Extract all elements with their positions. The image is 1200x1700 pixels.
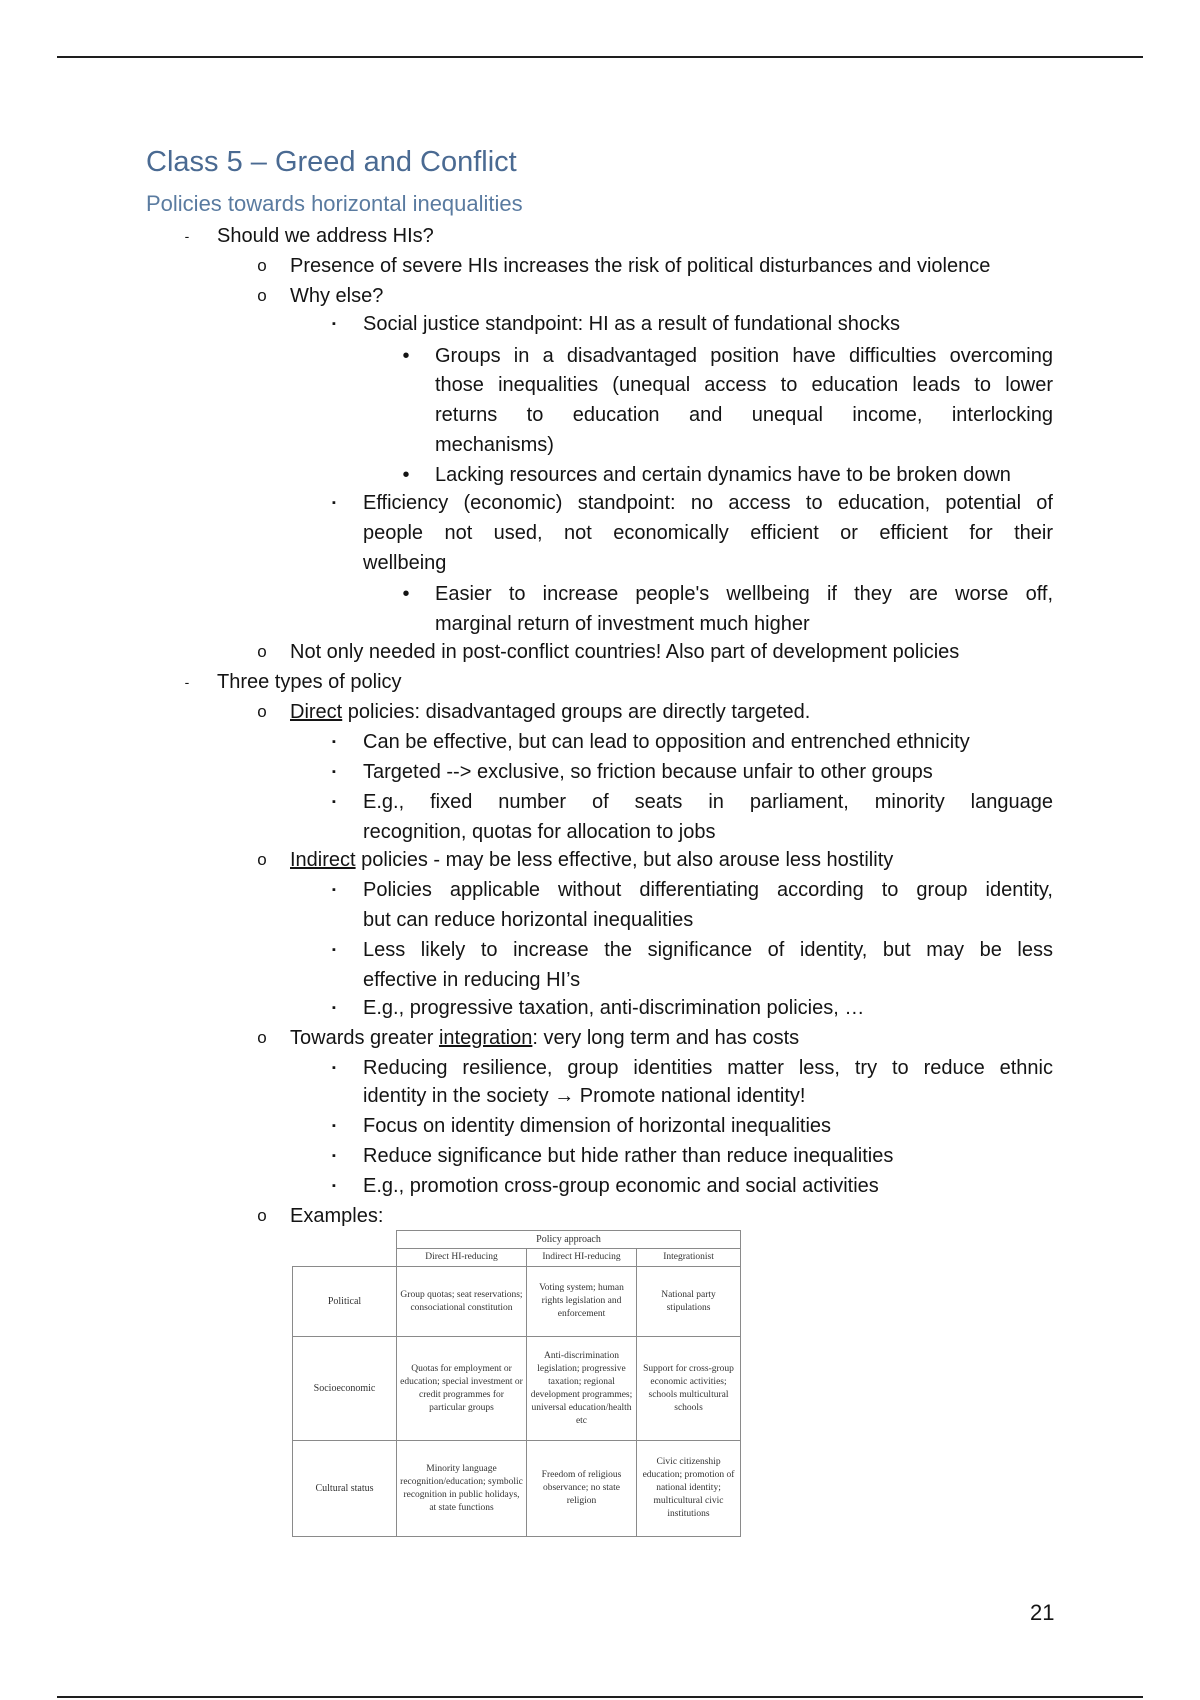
table-cell: Anti-discrimination legislation; progressive taxation; regional development programmes; universal education/health etc	[527, 1337, 637, 1441]
square-bullet: ▪	[332, 318, 336, 330]
circle-bullet: o	[257, 642, 267, 661]
table-col-header: Integrationist	[637, 1249, 741, 1267]
table-cell: Group quotas; seat reservations; consociational constitution	[397, 1267, 527, 1337]
list-item-continued: mechanisms)	[435, 434, 554, 456]
square-bullet: ▪	[332, 796, 336, 808]
circle-bullet: o	[257, 286, 267, 305]
list-item-text: : very long term and has costs	[532, 1027, 800, 1049]
square-bullet: ▪	[332, 1120, 336, 1132]
table-cell: Civic citizenship education; promotion of national identity; multicultural civic institutions	[637, 1441, 741, 1537]
list-item: Targeted --> exclusive, so friction because unfair to other groups	[363, 761, 933, 783]
square-bullet: ▪	[332, 1002, 336, 1014]
list-item	[290, 697, 810, 727]
circle-bullet: o	[257, 850, 267, 869]
list-item: E.g., fixed number of seats in parliament, minority language	[363, 791, 1053, 813]
header-rule	[57, 56, 1143, 58]
list-item: Social justice standpoint: HI as a result of fundational shocks	[363, 313, 900, 335]
list-item: Efficiency (economic) standpoint: no access to education, potential of	[363, 492, 1053, 514]
list-item: Lacking resources and certain dynamics have to be broken down	[435, 464, 1011, 486]
square-bullet: ▪	[332, 944, 336, 956]
list-item: Reducing resilience, group identities matter less, try to reduce ethnic	[363, 1057, 1053, 1079]
list-item: Focus on identity dimension of horizontal inequalities	[363, 1115, 832, 1137]
table-cell: Quotas for employment or education; special investment or credit programmes for particular groups	[397, 1337, 527, 1441]
list-item-text: Towards greater	[290, 1027, 439, 1049]
list-item: Not only needed in post-conflict countries! Also part of development policies	[290, 641, 960, 663]
table-row-header: Socioeconomic	[293, 1337, 397, 1441]
table-col-header: Indirect HI-reducing	[527, 1249, 637, 1267]
list-item-continued: wellbeing	[363, 552, 447, 574]
table-span-header: Policy approach	[397, 1231, 741, 1249]
list-item-continued: identity in the society → Promote national identity!	[363, 1085, 806, 1107]
square-bullet: ▪	[332, 766, 336, 778]
dash-bullet: -	[184, 674, 190, 690]
list-item-continued: effective in reducing HI’s	[363, 969, 581, 991]
list-item: Examples:	[290, 1205, 384, 1227]
underlined-term: Indirect	[290, 849, 356, 871]
list-item: Groups in a disadvantaged position have difficulties overcoming	[435, 345, 1053, 367]
dash-bullet: -	[184, 228, 190, 244]
table-cell: Voting system; human rights legislation and enforcement	[527, 1267, 637, 1337]
table-cell: National party stipulations	[637, 1267, 741, 1337]
list-item-text: policies: disadvantaged groups are directly targeted.	[342, 701, 811, 723]
list-item: Three types of policy	[217, 671, 402, 693]
list-item: Should we address HIs?	[217, 225, 434, 247]
underlined-term: Direct	[290, 701, 343, 723]
table-cell: Minority language recognition/education; symbolic recognition in public holidays, at state functions	[397, 1441, 527, 1537]
list-item-continued: recognition, quotas for allocation to jobs	[363, 821, 716, 843]
circle-bullet: o	[257, 702, 267, 721]
list-item-text: policies - may be less effective, but also arouse less hostility	[355, 849, 894, 871]
table-row-header: Cultural status	[293, 1441, 397, 1537]
list-item	[290, 1023, 799, 1053]
underlined-term: integration	[438, 1027, 533, 1049]
list-item: Presence of severe HIs increases the risk of political disturbances and violence	[290, 255, 991, 277]
list-item-continued: people not used, not economically efficient or efficient for their	[363, 522, 1053, 544]
footer-rule	[57, 1696, 1143, 1698]
list-item: Reduce significance but hide rather than reduce inequalities	[363, 1145, 894, 1167]
table-row-header: Political	[293, 1267, 397, 1337]
square-bullet: ▪	[332, 497, 336, 509]
policy-approach-table	[292, 1230, 741, 1537]
square-bullet: ▪	[332, 884, 336, 896]
list-item: Easier to increase people's wellbeing if they are worse off,	[435, 583, 1053, 605]
table-cell: Support for cross-group economic activities; schools multicultural schools	[637, 1337, 741, 1441]
section-heading: Policies towards horizontal inequalities	[146, 191, 523, 216]
dot-bullet: •	[402, 345, 410, 367]
square-bullet: ▪	[332, 1150, 336, 1162]
circle-bullet: o	[257, 256, 267, 275]
list-item: E.g., promotion cross-group economic and social activities	[363, 1175, 879, 1197]
circle-bullet: o	[257, 1206, 267, 1225]
list-item-continued: returns to education and unequal income, interlocking	[435, 404, 1053, 426]
table-corner	[293, 1231, 397, 1249]
page-number: 21	[1030, 1600, 1055, 1625]
circle-bullet: o	[257, 1028, 267, 1047]
list-item-continued: marginal return of investment much higher	[435, 613, 810, 635]
page-title: Class 5 – Greed and Conflict	[146, 146, 517, 178]
list-item: Why else?	[290, 285, 384, 307]
list-item-continued: those inequalities (unequal access to education leads to lower	[435, 374, 1053, 396]
table-corner	[293, 1249, 397, 1267]
list-item: E.g., progressive taxation, anti-discrimination policies, …	[363, 997, 865, 1019]
square-bullet: ▪	[332, 736, 336, 748]
square-bullet: ▪	[332, 1180, 336, 1192]
list-item	[290, 845, 893, 875]
dot-bullet: •	[402, 583, 410, 605]
list-item-continued: but can reduce horizontal inequalities	[363, 909, 694, 931]
table-cell: Freedom of religious observance; no state religion	[527, 1441, 637, 1537]
list-item: Less likely to increase the significance of identity, but may be less	[363, 939, 1053, 961]
list-item: Can be effective, but can lead to opposition and entrenched ethnicity	[363, 731, 970, 753]
table-col-header: Direct HI-reducing	[397, 1249, 527, 1267]
dot-bullet: •	[402, 464, 410, 486]
square-bullet: ▪	[332, 1062, 336, 1074]
list-item: Policies applicable without differentiating according to group identity,	[363, 879, 1053, 901]
